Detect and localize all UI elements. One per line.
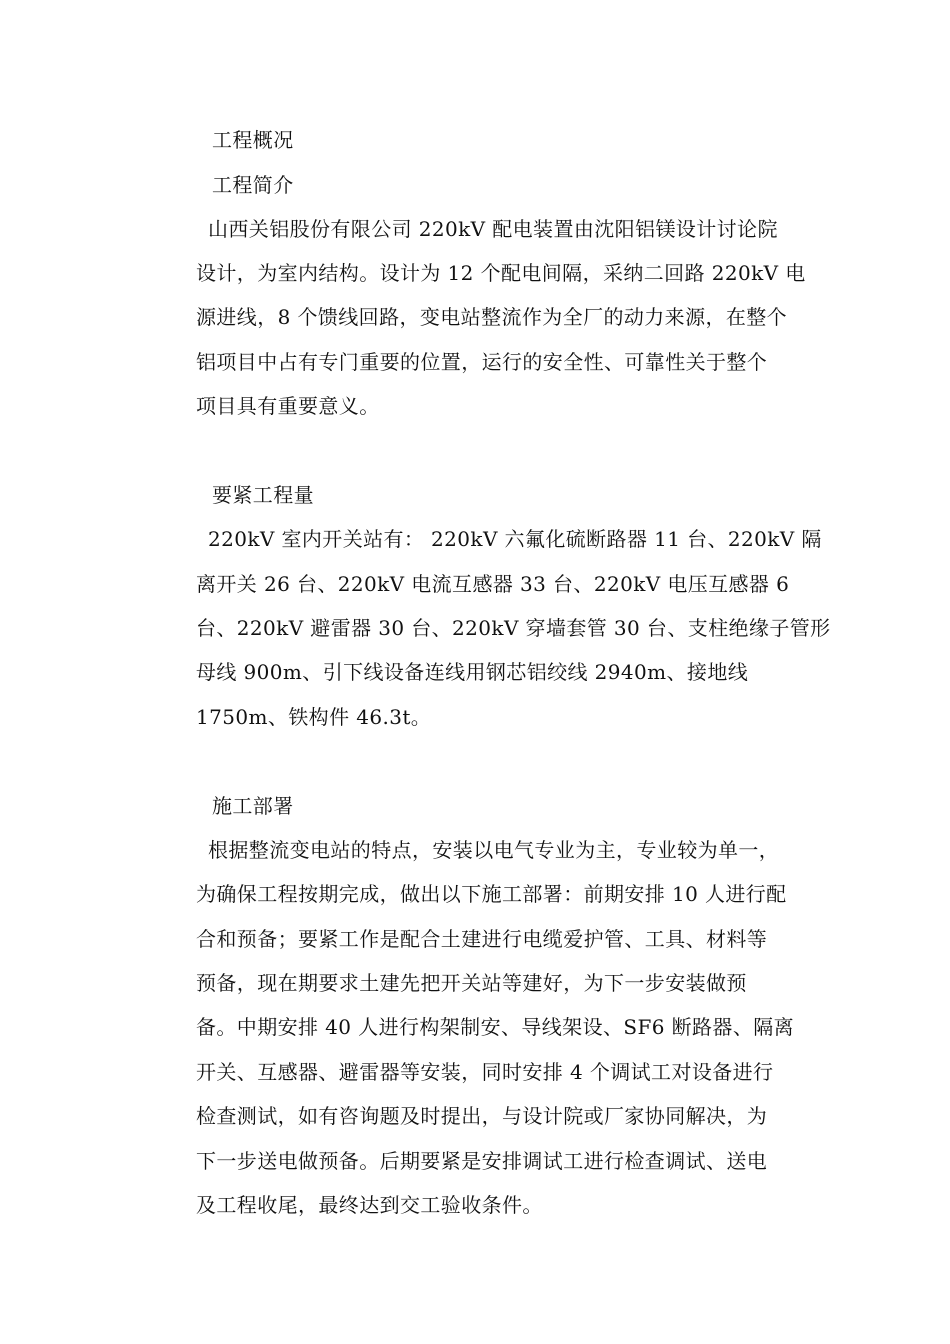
quantity-line: 220kV 室内开关站有： 220kV 六氟化硫断路器 11 台、220kV 隔 <box>208 527 822 551</box>
intro-line: 设计，为室内结构。设计为 12 个配电间隔，采纳二回路 220kV 电 <box>196 261 806 285</box>
heading-overview: 工程概况 <box>212 128 294 152</box>
intro-line: 山西关铝股份有限公司 220kV 配电装置由沈阳铝镁设计讨论院 <box>208 217 778 241</box>
quantity-line: 离开关 26 台、220kV 电流互感器 33 台、220kV 电压互感器 6 <box>196 572 790 596</box>
quantity-line: 1750m、铁构件 46.3t。 <box>196 705 432 729</box>
quantity-line: 台、220kV 避雷器 30 台、220kV 穿墙套管 30 台、支柱绝缘子管形 <box>196 616 831 640</box>
quantity-line: 母线 900m、引下线设备连线用钢芯铝绞线 2940m、接地线 <box>196 660 749 684</box>
intro-line: 源进线，8 个馈线回路，变电站整流作为全厂的动力来源，在整个 <box>196 305 788 329</box>
deployment-line: 及工程收尾，最终达到交工验收条件。 <box>196 1193 543 1217</box>
heading-quantity: 要紧工程量 <box>212 483 314 507</box>
intro-line: 铝项目中占有专门重要的位置，运行的安全性、可靠性关于整个 <box>196 350 768 374</box>
deployment-line: 为确保工程按期完成，做出以下施工部署：前期安排 10 人进行配 <box>196 882 787 906</box>
heading-intro: 工程简介 <box>212 173 294 197</box>
deployment-line: 检查测试，如有咨询题及时提出，与设计院或厂家协同解决，为 <box>196 1104 768 1128</box>
deployment-line: 合和预备；要紧工作是配合土建进行电缆爱护管、工具、材料等 <box>196 927 768 951</box>
deployment-line: 根据整流变电站的特点，安装以电气专业为主，专业较为单一， <box>208 838 780 862</box>
deployment-line: 备。中期安排 40 人进行构架制安、导线架设、SF6 断路器、隔离 <box>196 1015 795 1039</box>
deployment-line: 下一步送电做预备。后期要紧是安排调试工进行检查调试、送电 <box>196 1149 768 1173</box>
intro-line: 项目具有重要意义。 <box>196 394 380 418</box>
heading-deployment: 施工部署 <box>212 794 294 818</box>
deployment-line: 开关、互感器、避雷器等安装，同时安排 4 个调试工对设备进行 <box>196 1060 774 1084</box>
deployment-line: 预备，现在期要求土建先把开关站等建好，为下一步安装做预 <box>196 971 747 995</box>
